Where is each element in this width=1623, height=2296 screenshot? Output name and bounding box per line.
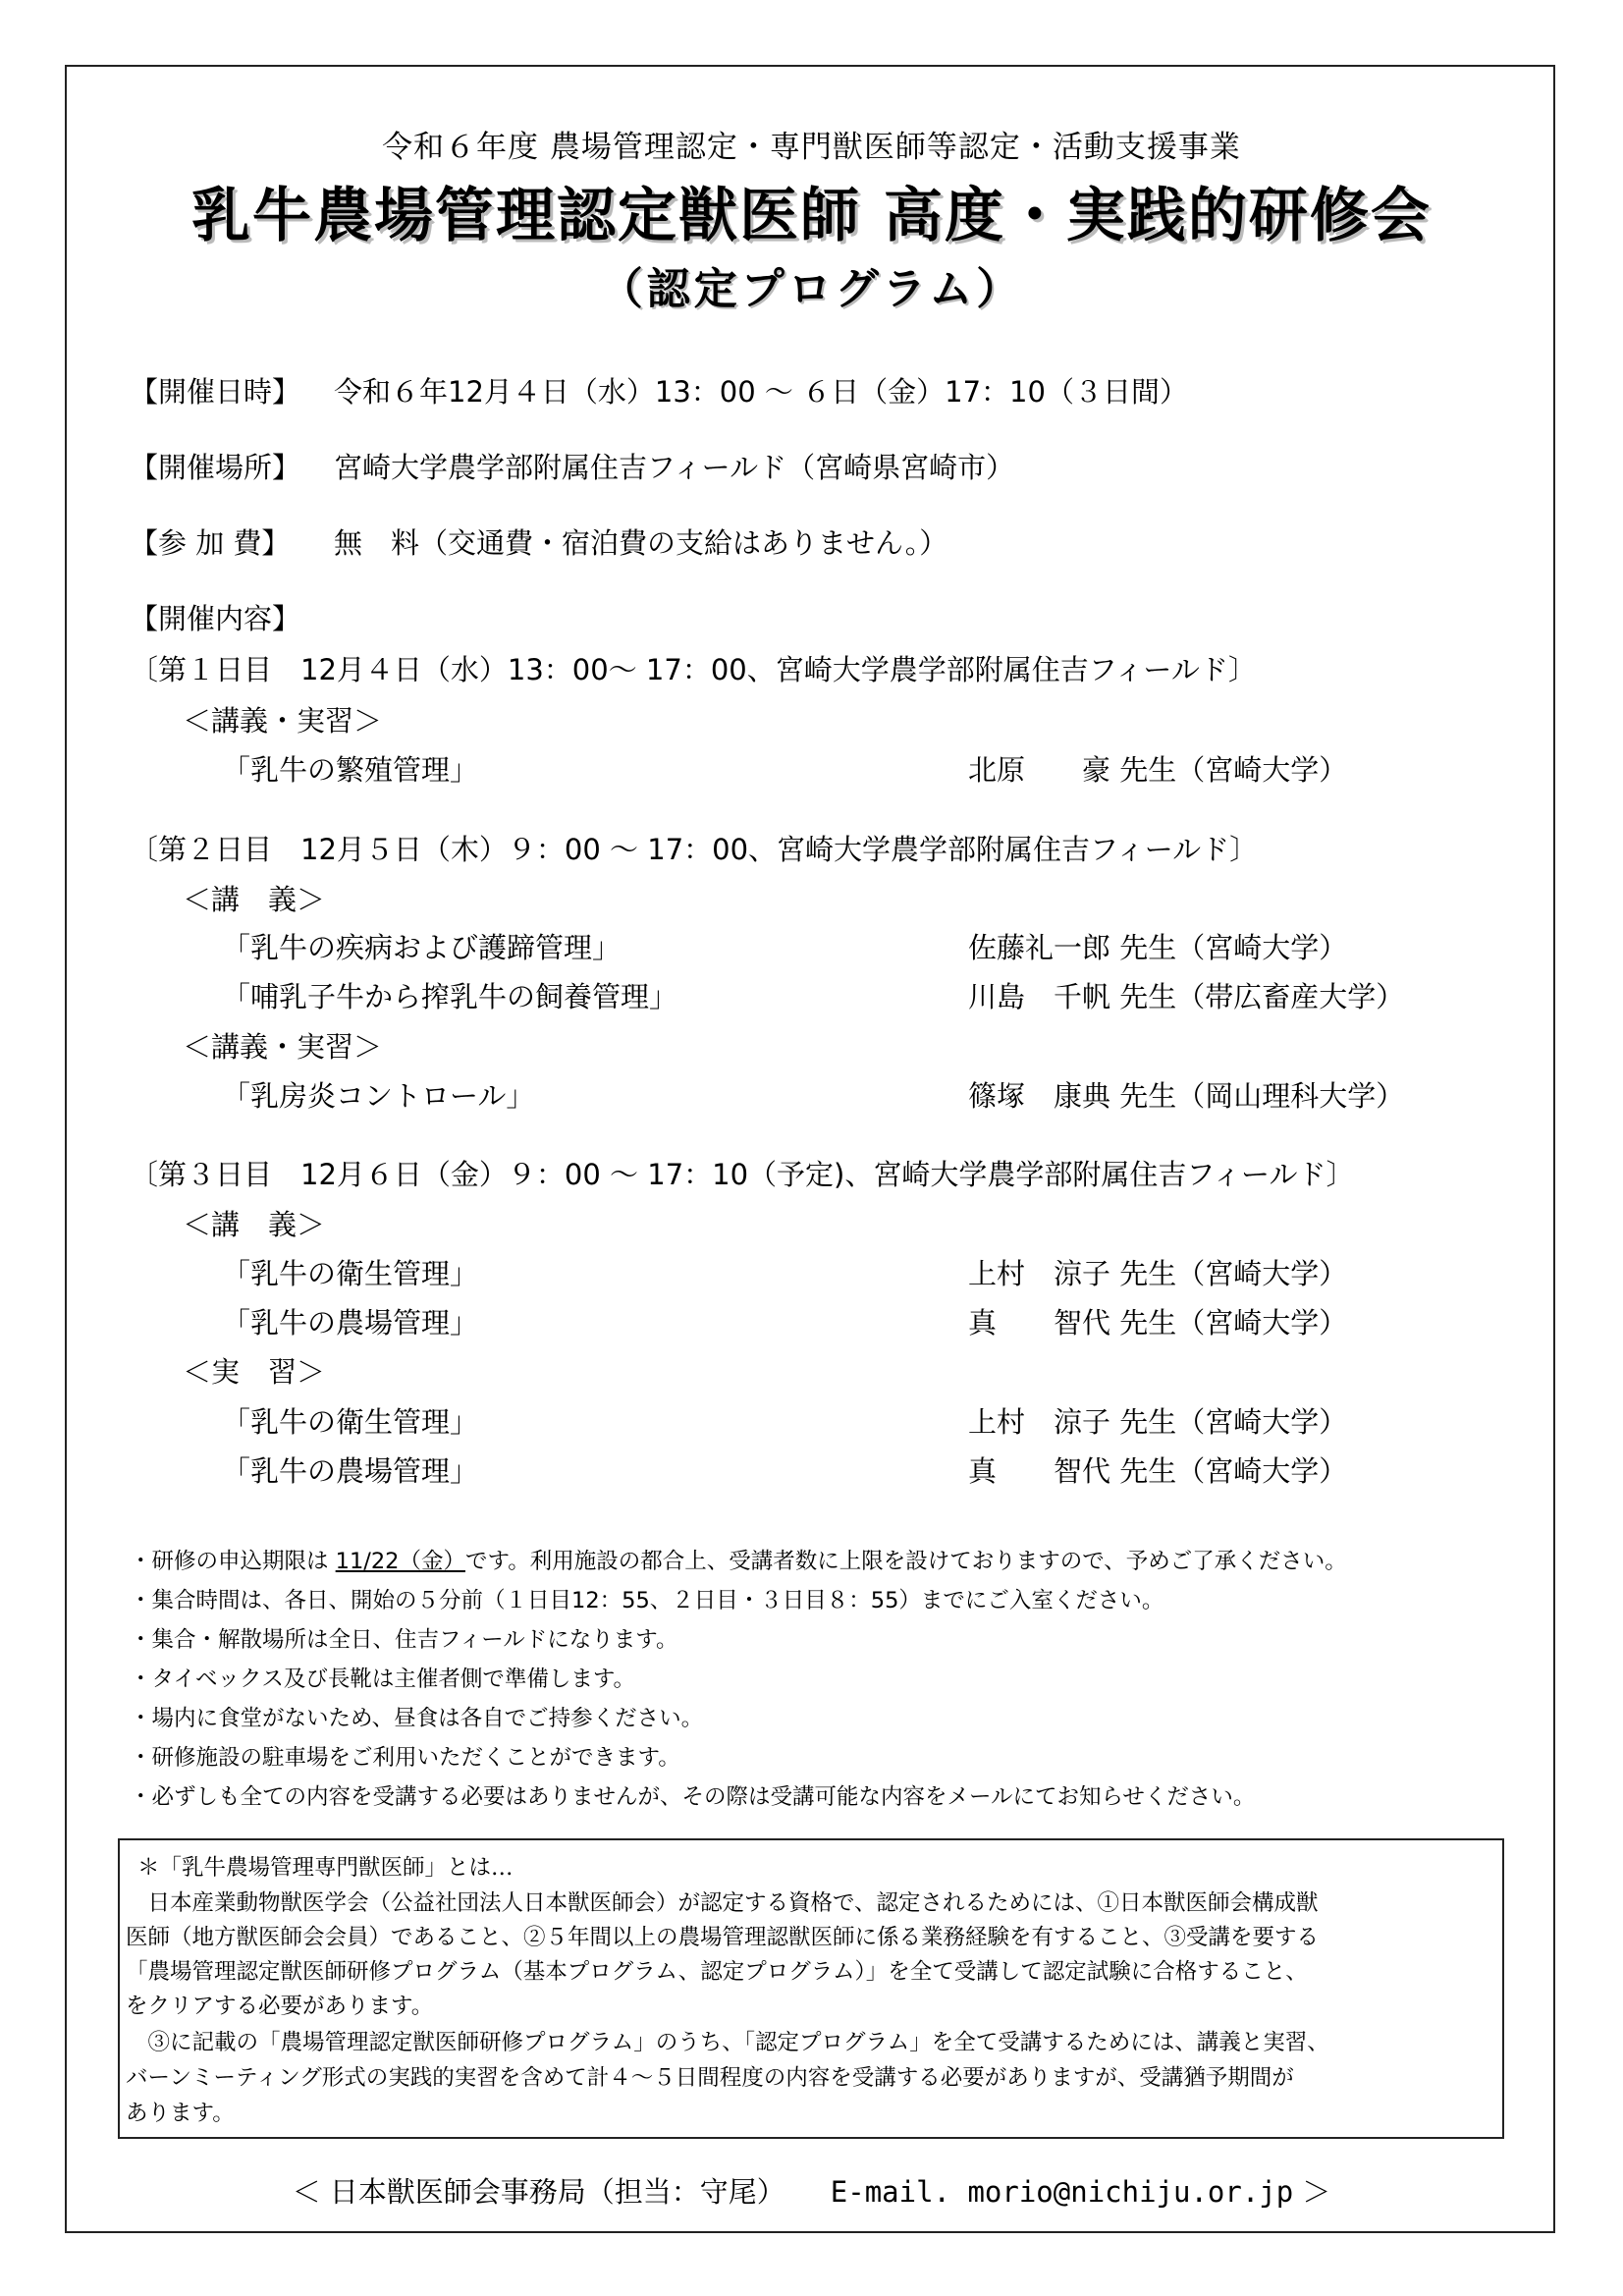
section-label: ＜講 義＞ [183,883,326,916]
lecture-title: 「乳牛の疾病および護蹄管理」 [222,931,622,964]
lecture-title: 「乳牛の農場管理」 [222,1454,479,1488]
definition-line: をクリアする必要があります。 [126,1994,434,2019]
lecture-title: 「乳房炎コントロール」 [222,1079,535,1113]
note-item: ・場内に食堂がないため、昼食は各自でご持参ください。 [130,1706,704,1731]
definition-line: ③に記載の「農場管理認定獣医師研修プログラム」のうち、「認定プログラム」を全て受講するためには、講義と実習、 [126,2030,1329,2055]
definition-line: バーンミーティング形式の実践的実習を含めて計４～５日間程度の内容を受講する必要がありますが、受講猶予期間が [126,2065,1294,2091]
contact-line [0,2170,1623,2211]
note-item: ・研修施設の駐車場をご利用いただくことができます。 [130,1745,680,1771]
lecture-speaker: 上村 涼子 先生（宮崎大学） [968,1405,1348,1439]
note-item: ・タイベックス及び長靴は主催者側で準備します。 [130,1667,636,1692]
definition-heading: ＊「乳牛農場管理専門獣医師」とは… [137,1855,514,1881]
lecture-speaker: 真 智代 先生（宮崎大学） [968,1306,1348,1339]
bracket-close: ＞ [1293,2175,1331,2209]
day-heading: 〔第１日目 12月４日（水）13：00～ 17：00、宮崎大学農学部附属住吉フィールド〕 [130,653,1257,686]
section-label: ＜実 習＞ [183,1355,326,1389]
day-heading: 〔第３日目 12月６日（金）９：00 ～ 17：10（予定)、宮崎大学農学部附属住吉フィールド〕 [130,1158,1355,1191]
contact-office: 日本獣医師会事務局（担当：守尾） [329,2175,785,2209]
definition-line: あります。 [126,2101,235,2126]
lecture-speaker: 北原 豪 先生（宮崎大学） [968,753,1348,787]
definition-line: 「農場管理認定獣医師研修プログラム（基本プログラム、認定プログラム）」を全て受講して認定試験に合格すること、 [126,1959,1308,1985]
contact-email[interactable]: E-mail. morio@nichiju.or.jp [830,2175,1294,2209]
lecture-speaker: 川島 千帆 先生（帯広畜産大学） [968,980,1405,1013]
lecture-speaker: 篠塚 康典 先生（岡山理科大学） [968,1079,1405,1113]
header-subtitle: 令和６年度 農場管理認定・専門獣医師等認定・活動支援事業 [382,130,1241,165]
note-text: です。利用施設の都合上、受講者数に上限を設けておりますので、予めご了承ください。 [465,1549,1347,1574]
section-label: ＜講義・実習＞ [183,1030,383,1064]
lecture-title: 「哺乳子牛から搾乳牛の飼養管理」 [222,980,678,1013]
program-title: （認定プログラム） [599,264,1024,314]
note-item: ・集合・解散場所は全日、住吉フィールドになります。 [130,1627,678,1653]
section-label: ＜講 義＞ [183,1208,326,1241]
lecture-title: 「乳牛の衛生管理」 [222,1257,479,1290]
deadline-date: 11/22（金） [335,1549,465,1574]
note-item: ・必ずしも全ての内容を受講する必要はありませんが、その際は受講可能な内容をメールにてお知らせください。 [130,1784,1256,1810]
section-label: ＜講義・実習＞ [183,704,383,738]
definition-line: 日本産業動物獣医学会（公益社団法人日本獣医師会）が認定する資格で、認定されるためには、①日本獣医師会構成獣 [126,1890,1319,1916]
note-item: ・集合時間は、各日、開始の５分前（１日目12：55、２日目・３日目８：55）までにご入室ください。 [130,1588,1164,1613]
place-value: 宮崎大学農学部附属住吉フィールド（宮崎県宮崎市） [334,451,1015,484]
lecture-speaker: 上村 涼子 先生（宮崎大学） [968,1257,1348,1290]
lecture-speaker: 真 智代 先生（宮崎大学） [968,1454,1348,1488]
lecture-speaker: 佐藤礼一郎 先生（宮崎大学） [968,931,1348,964]
fee-value: 無 料（交通費・宿泊費の支給はありません。） [334,526,948,560]
fee-label: 【参 加 費】 [130,526,291,560]
bracket-open: ＜ [292,2175,330,2209]
content-label: 【開催内容】 [130,602,301,635]
note-text: ・研修の申込期限は [130,1549,336,1574]
date-value: 令和６年12月４日（水）13：00 ～ ６日（金）17：10（３日間） [334,375,1188,409]
lecture-title: 「乳牛の繁殖管理」 [222,753,479,787]
definition-line: 医師（地方獣医師会会員）であること、②５年間以上の農場管理認獣医師に係る業務経験を有すること、③受講を要する [126,1925,1320,1950]
lecture-title: 「乳牛の衛生管理」 [222,1405,479,1439]
note-deadline [130,1544,1347,1575]
page-title: 乳牛農場管理認定獣医師 高度・実践的研修会 [191,182,1432,250]
day-heading: 〔第２日目 12月５日（木）９：00 ～ 17：00、宮崎大学農学部附属住吉フィールド〕 [130,833,1259,866]
place-label: 【開催場所】 [130,451,301,484]
date-label: 【開催日時】 [130,375,301,409]
lecture-title: 「乳牛の農場管理」 [222,1306,479,1339]
